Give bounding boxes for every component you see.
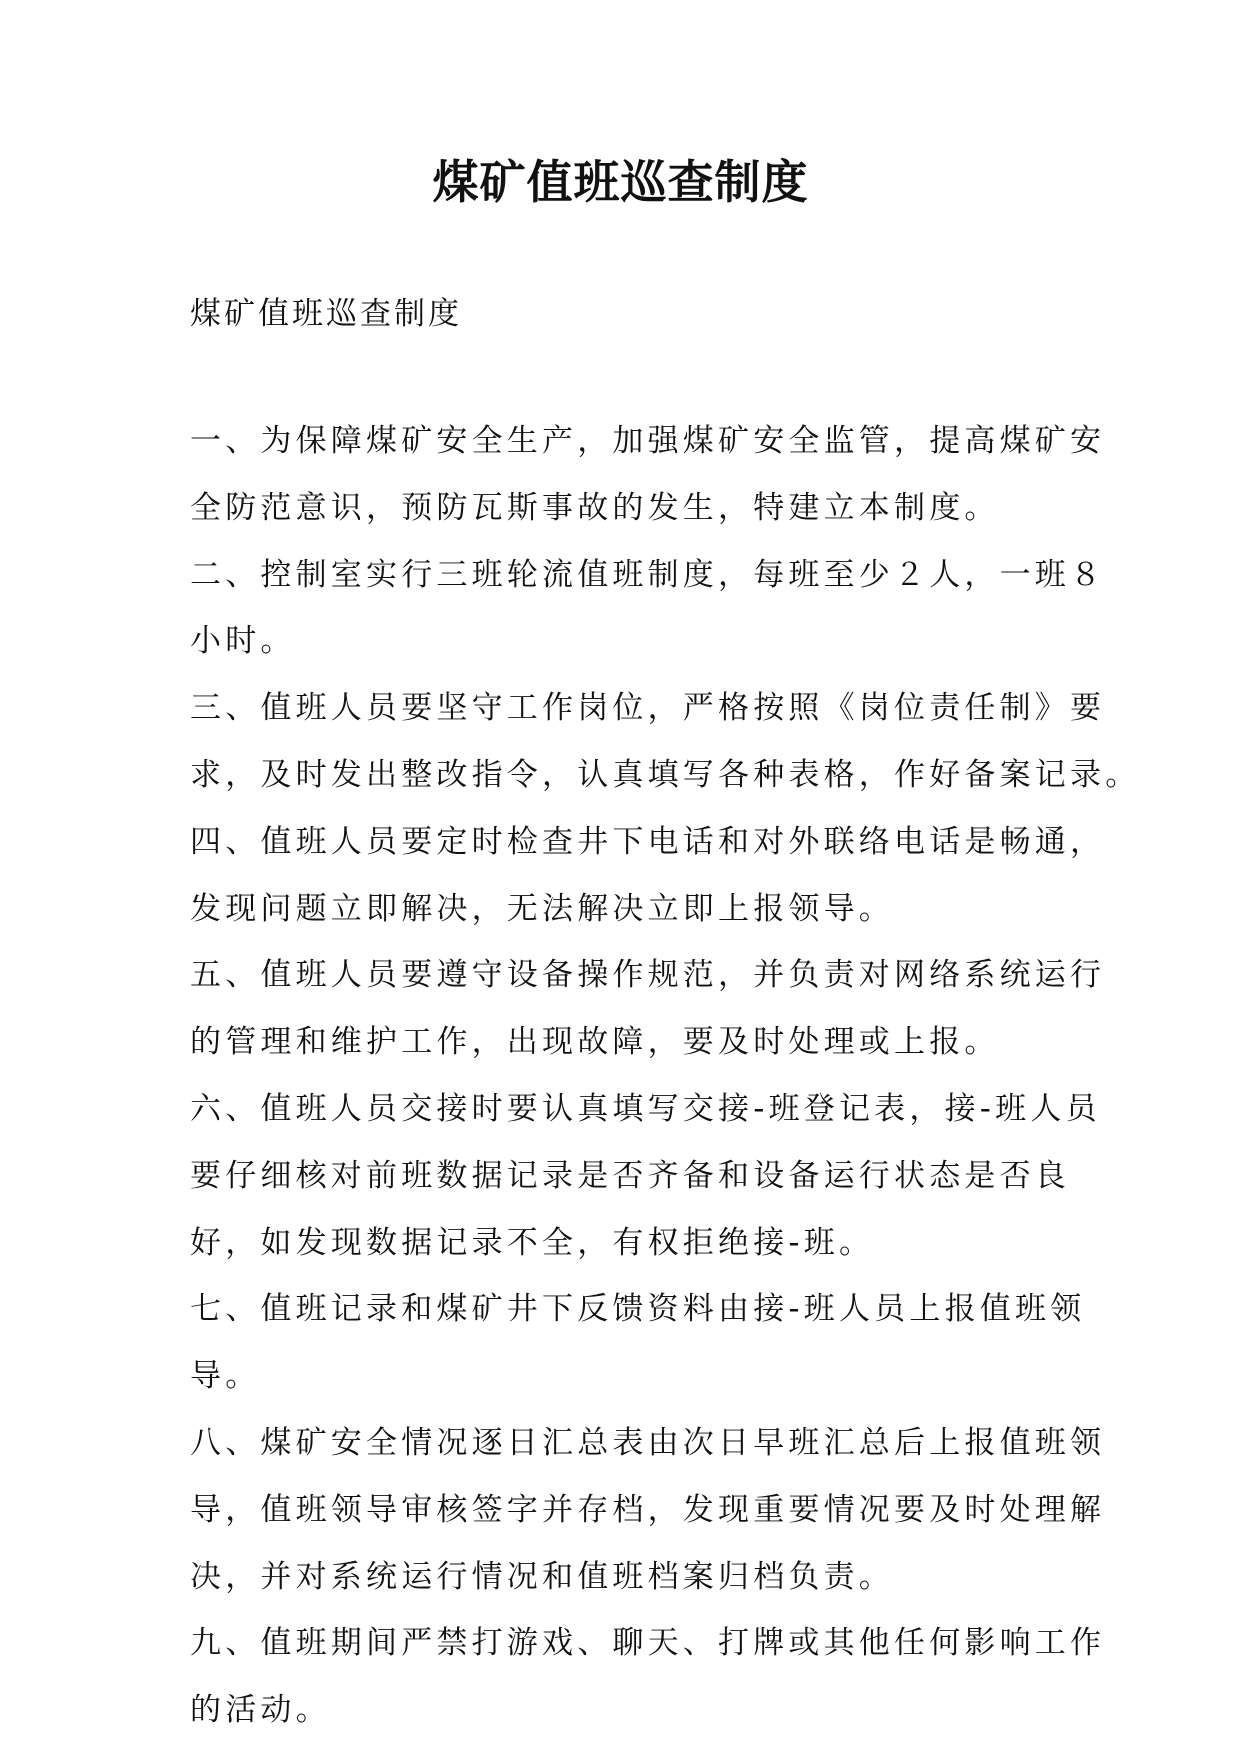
paragraph-5 bbox=[190, 942, 1106, 1076]
paragraph-line: 的管理和维护工作，出现故障，要及时处理或上报。 bbox=[190, 1024, 1000, 1061]
document-title: 煤矿值班巡查制度 bbox=[432, 155, 809, 209]
paragraph-line: 二、控制室实行三班轮流值班制度，每班至少２人，一班８ bbox=[190, 556, 1106, 593]
paragraph-line: 的活动。 bbox=[190, 1692, 331, 1729]
paragraph-line: 三、值班人员要坚守工作岗位，严格按照《岗位责任制》要 bbox=[190, 690, 1106, 727]
paragraph-line: 六、值班人员交接时要认真填写交接-班登记表，接-班人员 bbox=[190, 1090, 1101, 1127]
paragraph-line: 发现问题立即解决，无法解决立即上报领导。 bbox=[190, 890, 894, 927]
paragraph-line: 要仔细核对前班数据记录是否齐备和设备运行状态是否良 bbox=[190, 1157, 1070, 1194]
paragraph-line: 好，如发现数据记录不全，有权拒绝接-班。 bbox=[190, 1224, 875, 1261]
paragraph-line: 九、值班期间严禁打游戏、聊天、打牌或其他任何影响工作 bbox=[190, 1625, 1106, 1662]
paragraph-line: 一、为保障煤矿安全生产，加强煤矿安全监管，提高煤矿安 bbox=[190, 423, 1106, 459]
paragraph-1 bbox=[190, 408, 1106, 542]
document-body bbox=[190, 408, 1141, 1744]
paragraph-3 bbox=[190, 675, 1141, 809]
paragraph-line: 小时。 bbox=[190, 623, 296, 660]
paragraph-line: 导，值班领导审核签字并存档，发现重要情况要及时处理解 bbox=[190, 1491, 1106, 1528]
paragraph-line: 决，并对系统运行情况和值班档案归档负责。 bbox=[190, 1558, 894, 1595]
paragraph-6 bbox=[190, 1076, 1101, 1276]
paragraph-line: 求，及时发出整改指令，认真填写各种表格，作好备案记录。 bbox=[190, 756, 1141, 793]
paragraph-4 bbox=[190, 809, 1106, 943]
paragraph-line: 七、值班记录和煤矿井下反馈资料由接-班人员上报值班领 bbox=[190, 1291, 1086, 1328]
paragraph-9 bbox=[190, 1610, 1106, 1744]
paragraph-2 bbox=[190, 542, 1106, 676]
paragraph-8 bbox=[190, 1410, 1106, 1610]
paragraph-line: 八、煤矿安全情况逐日汇总表由次日早班汇总后上报值班领 bbox=[190, 1424, 1106, 1461]
paragraph-line: 四、值班人员要定时检查井下电话和对外联络电话是畅通， bbox=[190, 823, 1106, 860]
paragraph-7 bbox=[190, 1276, 1086, 1410]
paragraph-line: 五、值班人员要遵守设备操作规范，并负责对网络系统运行 bbox=[190, 957, 1106, 994]
paragraph-line: 全防范意识，预防瓦斯事故的发生，特建立本制度。 bbox=[190, 489, 1000, 526]
document-subtitle: 煤矿值班巡查制度 bbox=[190, 296, 462, 332]
paragraph-line: 导。 bbox=[190, 1358, 261, 1395]
